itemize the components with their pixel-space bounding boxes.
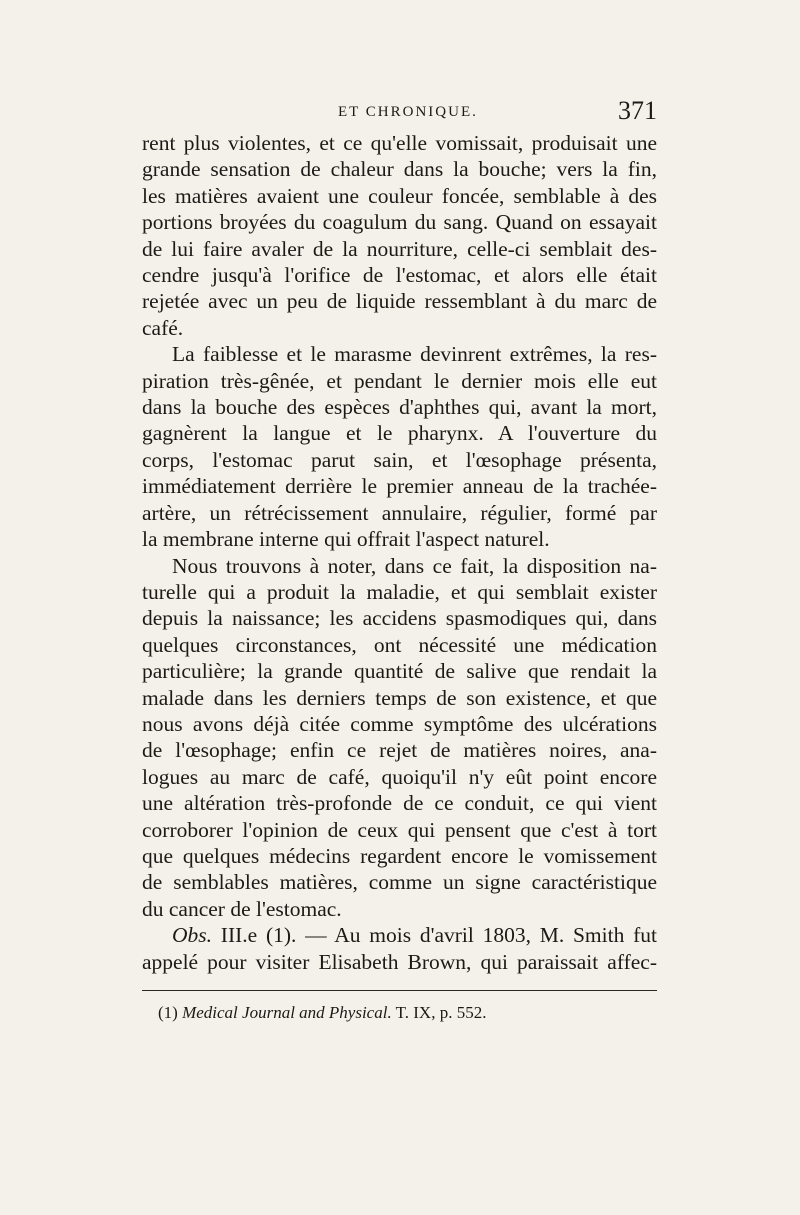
observation-text: III.e (1). — Au mois d'avril 1803, M. Smith fut [212,923,657,948]
footnote-title: Medical Journal and Physical. [182,1003,392,1022]
text-line: les matières avaient une couleur foncée, semblable à des [142,183,657,208]
text-line: que quelques médecins regardent encore le vomissement [142,843,657,868]
text-line: la membrane interne qui offrait l'aspect naturel. [142,527,550,552]
text-line: gagnèrent la langue et le pharynx. A l'ouverture du [142,421,657,446]
text-line: La faiblesse et le marasme devinrent extrêmes, la res- [172,342,657,367]
observation-label: Obs. [172,923,213,948]
running-head: ET CHRONIQUE. [338,104,478,120]
text-line: depuis la naissance; les accidens spasmodiques qui, dans [142,606,657,631]
observation-line [142,922,657,948]
text-line: cendre jusqu'à l'orifice de l'estomac, et alors elle était [142,263,657,288]
text-line: Nous trouvons à noter, dans ce fait, la disposition na- [172,553,657,578]
footnote-divider [142,990,657,991]
footnote [158,1003,648,1023]
text-line: portions broyées du coagulum du sang. Quand on essayait [142,210,657,235]
page-number: 371 [618,96,657,125]
text-line: immédiatement derrière le premier anneau de la trachée- [142,474,657,499]
text-line: piration très-gênée, et pendant le dernier mois elle eut [142,368,657,393]
text-line: nous avons déjà citée comme symptôme des ulcérations [142,711,657,736]
body-text [142,130,657,975]
text-line: malade dans les derniers temps de son existence, et que [142,685,657,710]
text-line: rent plus violentes, et ce qu'elle vomissait, produisait une [142,131,657,155]
text-line: appelé pour visiter Elisabeth Brown, qui paraissait affec- [142,949,657,974]
text-line: quelques circonstances, ont nécessité une médication [142,632,657,657]
text-line: café. [142,315,184,340]
text-line: artère, un rétrécissement annulaire, régulier, formé par [142,500,657,525]
footnote-marker: (1) [158,1003,183,1022]
text-line: dans la bouche des espèces d'aphthes qui, avant la mort, [142,395,657,420]
text-line: du cancer de l'estomac. [142,896,342,921]
text-line: de lui faire avaler de la nourriture, celle-ci semblait des- [142,236,657,261]
text-line: corroborer l'opinion de ceux qui pensent que c'est à tort [142,817,657,842]
text-line: logues au marc de café, quoiqu'il n'y eût point encore [142,764,657,789]
text-line: de l'œsophage; enfin ce rejet de matières noires, ana- [142,738,657,763]
page-header [142,96,657,132]
text-line: turelle qui a produit la maladie, et qui semblait exister [142,579,657,604]
text-line: de semblables matières, comme un signe caractéristique [142,870,657,895]
text-line: particulière; la grande quantité de salive que rendait la [142,659,657,684]
text-line: une altération très-profonde de ce conduit, ce qui vient [142,791,657,816]
text-line: rejetée avec un peu de liquide ressemblant à du marc de [142,289,657,314]
text-line: corps, l'estomac parut sain, et l'œsophage présenta, [142,447,657,472]
text-line: grande sensation de chaleur dans la bouche; vers la fin, [142,157,657,182]
footnote-reference: T. IX, p. 552. [391,1003,487,1022]
